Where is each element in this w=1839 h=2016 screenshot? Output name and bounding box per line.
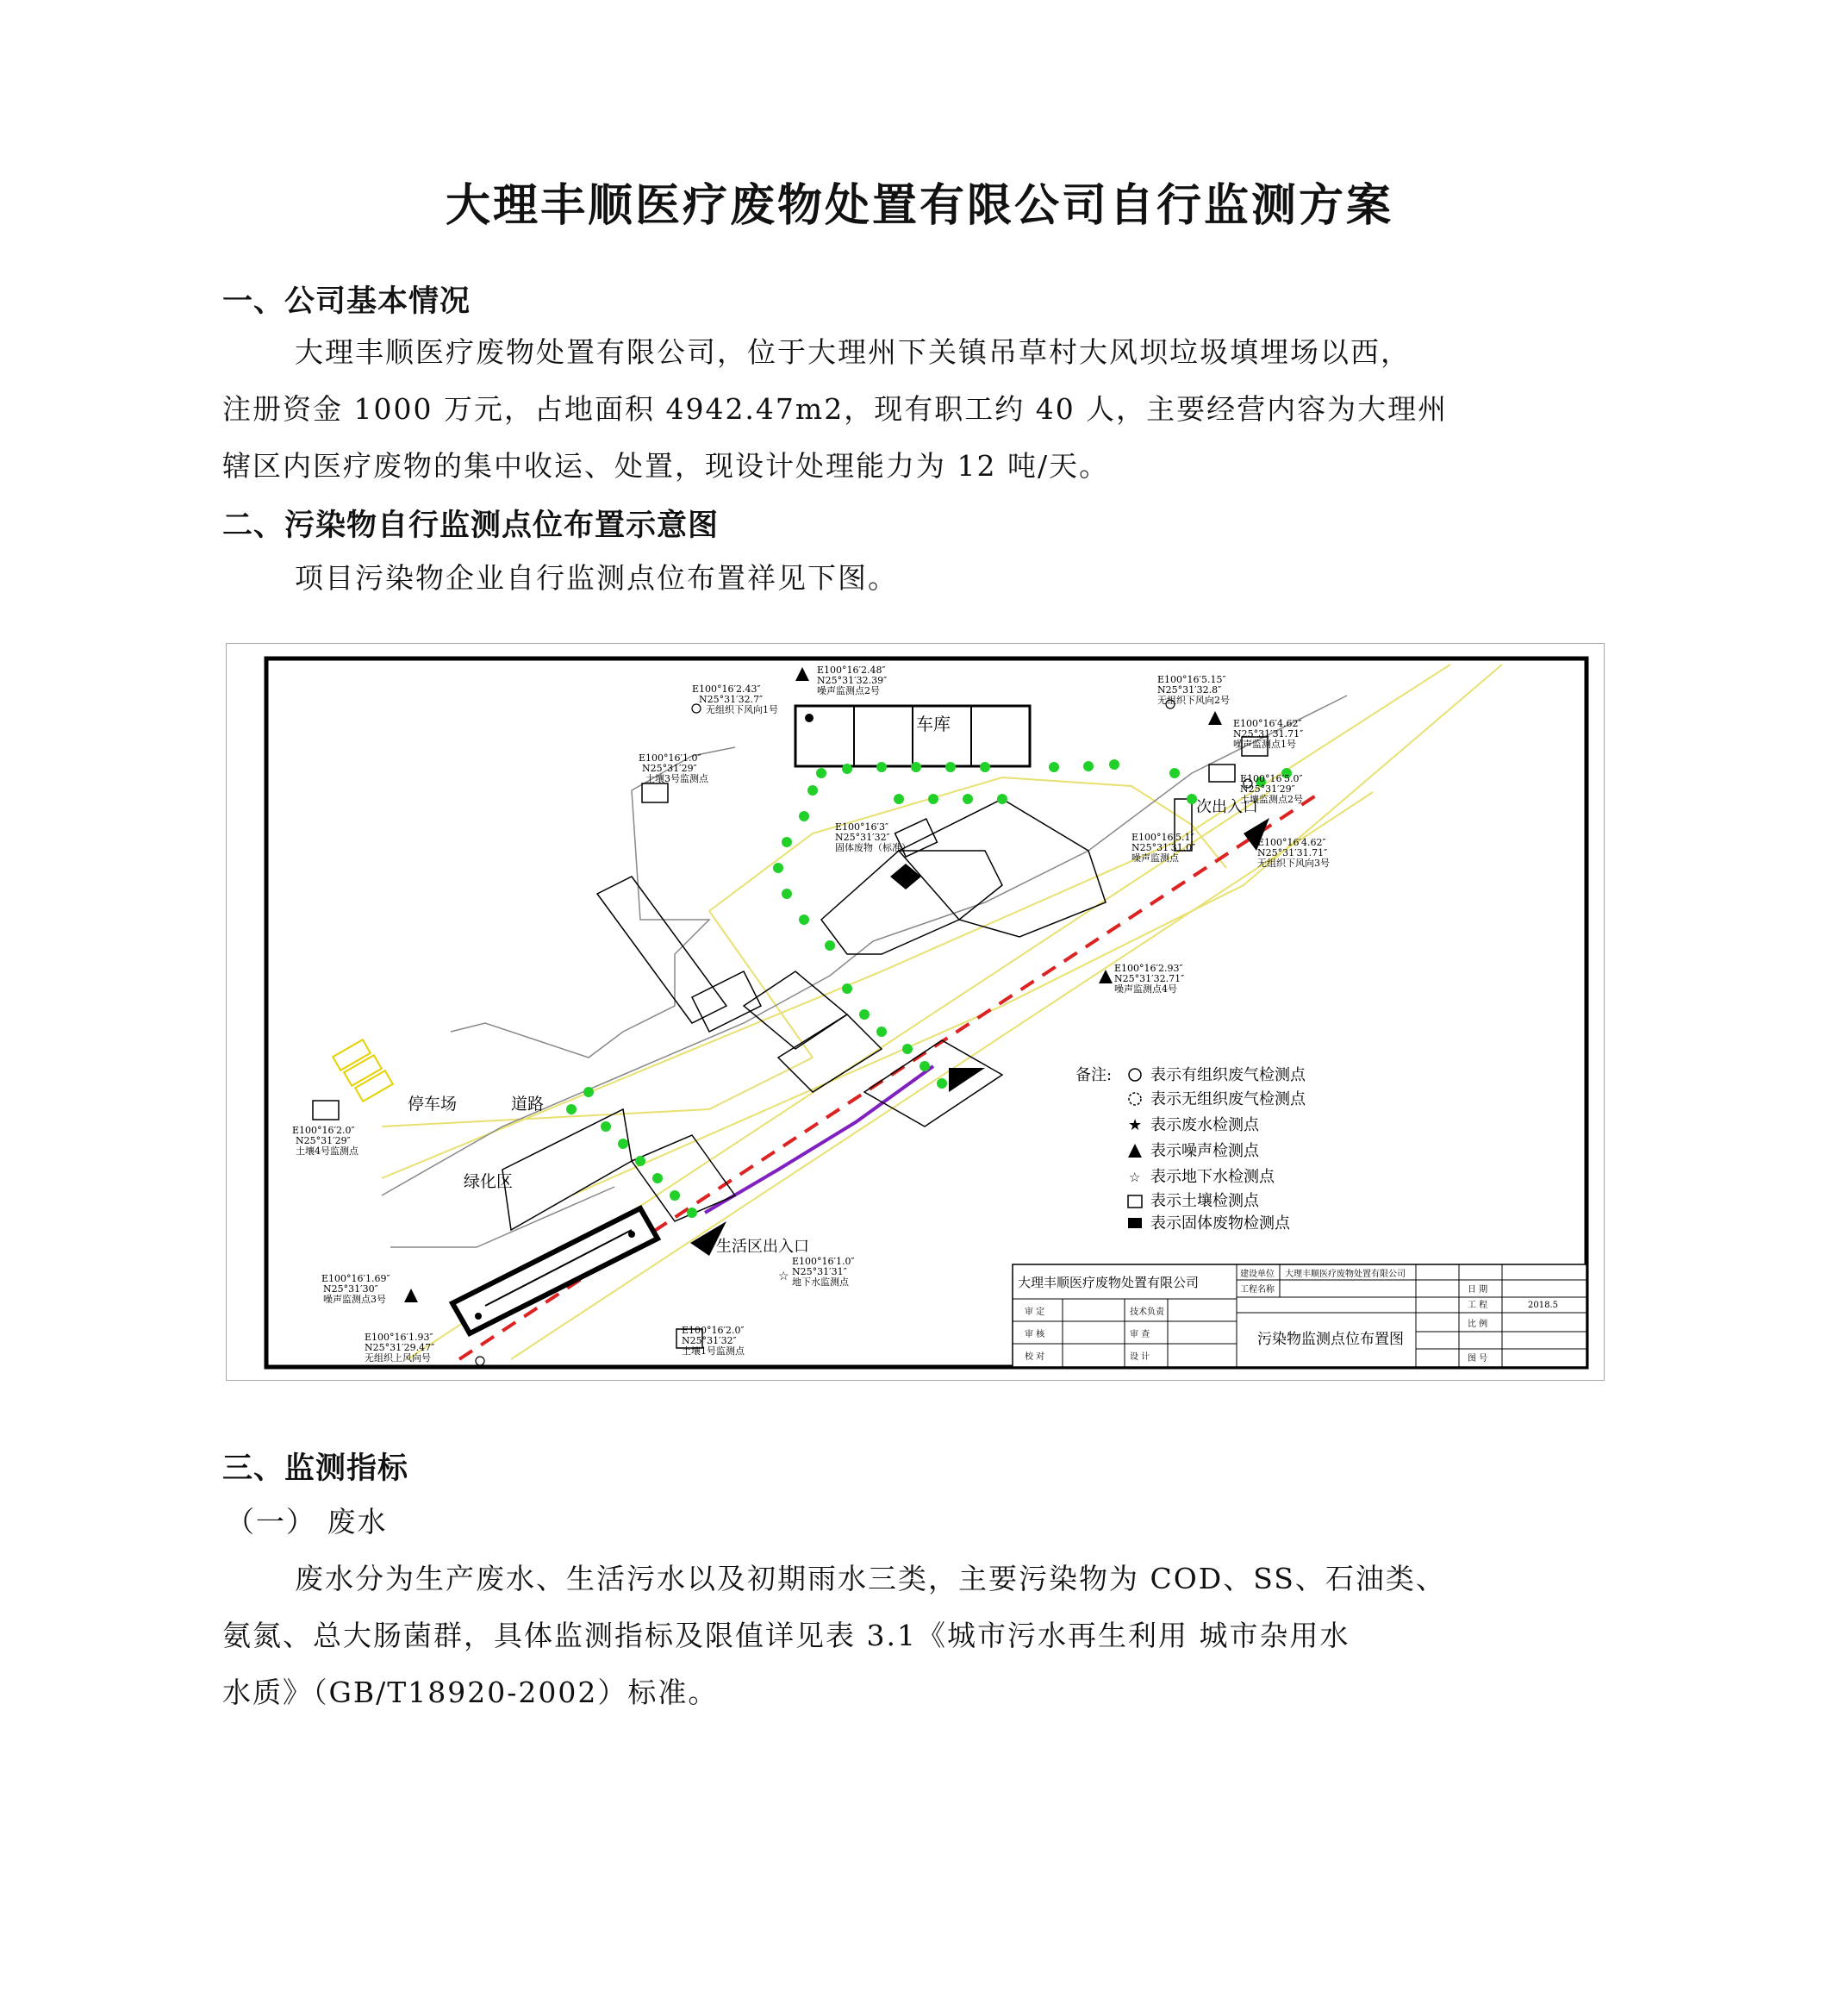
point-label: E100°16′5.15″ (1157, 674, 1226, 685)
garage-label: 车库 (916, 714, 951, 734)
solid-waste-point (890, 864, 921, 889)
site-plan-drawing (227, 644, 1604, 1380)
svg-text:技术负责: 技术负责 (1130, 1308, 1164, 1317)
point-label: E100°16′2.93″ (1114, 963, 1183, 974)
title-block-date: 2018.5 (1528, 1301, 1558, 1310)
road-label: 道路 (511, 1095, 545, 1114)
paragraph-line: 辖区内医疗废物的集中收运、处置，现设计处理能力为 12 吨/天。 (222, 449, 1110, 483)
svg-text:审 查: 审 查 (1130, 1330, 1150, 1339)
legend-cloud-icon (1129, 1093, 1141, 1105)
paragraph-line: 大理丰顺医疗废物处置有限公司，位于大理州下关镇吊草村大风坝垃圾填埋场以西， (295, 335, 1411, 369)
living-gate-label: 生活区出入口 (716, 1238, 809, 1256)
legend-item: 表示有组织废气检测点 (1150, 1066, 1306, 1084)
point-label: N25°31′31.71″ (1233, 728, 1304, 740)
legend-square-icon (1128, 1195, 1142, 1208)
soil-points (313, 737, 1268, 1348)
point-label: E100°16′2.48″ (817, 665, 886, 676)
legend-item: 表示地下水检测点 (1150, 1168, 1275, 1186)
legend-item: 表示废水检测点 (1150, 1116, 1259, 1134)
point-label: 土壤3号监测点 (645, 773, 708, 784)
point-label: 噪声监测点2号 (817, 685, 880, 696)
point-label: 无组织上风向号 (365, 1352, 431, 1364)
title-block (1013, 1264, 1587, 1367)
point-label: 噪声监测点3号 (323, 1294, 386, 1305)
point-label: N25°31′32.39″ (817, 675, 888, 686)
point-label: N25°31′31.71″ (1257, 847, 1328, 858)
legend-small-star-icon: ☆ (1129, 1170, 1141, 1185)
point-label: E100°16′2.43″ (692, 683, 761, 695)
point-label: E100°16′5.1″ (1131, 832, 1194, 843)
legend-star-icon: ★ (1128, 1116, 1143, 1134)
site-outline (382, 696, 1347, 1247)
point-label: E100°16′4.62″ (1257, 837, 1326, 848)
point-label: 噪声监测点 (1131, 852, 1179, 864)
paragraph-line: 项目污染物企业自行监测点位布置祥见下图。 (295, 561, 898, 595)
point-label: N25°31′32″ (835, 832, 890, 843)
point-label: N25°31′29″ (1240, 783, 1295, 795)
monitoring-point-layout-figure (226, 643, 1605, 1381)
point-label: E100°16′1.69″ (321, 1273, 390, 1284)
legend-item: 表示噪声检测点 (1150, 1142, 1259, 1160)
point-label: E100°16′1.93″ (365, 1332, 433, 1343)
point-label: N25°31′29″ (296, 1135, 351, 1146)
point-label: 噪声监测点1号 (1233, 739, 1296, 750)
legend (1075, 1066, 1306, 1233)
legend-item: 表示土壤检测点 (1150, 1192, 1259, 1210)
section-heading-layout-diagram: 二、污染物自行监测点位布置示意图 (222, 509, 720, 543)
point-label: N25°31′32.8″ (1157, 684, 1222, 696)
point-label: E100°16′1.0″ (792, 1256, 855, 1267)
paragraph-line: 氨氮、总大肠菌群，具体监测指标及限值详见表 3.1《城市污水再生利用 城市杂用水 (222, 1619, 1350, 1652)
point-label: E100°16′5.0″ (1240, 773, 1303, 784)
point-label: 固体废物（标准） (835, 842, 911, 853)
paragraph-line: 废水分为生产废水、生活污水以及初期雨水三类，主要污染物为 COD、SS、石油类、 (295, 1562, 1446, 1595)
svg-text:审 定: 审 定 (1025, 1308, 1045, 1317)
point-label: 土壤1号监测点 (682, 1345, 745, 1357)
groundwater-point: ☆ (778, 1270, 789, 1283)
point-label: N25°31′29″ (642, 763, 697, 774)
point-label: E100°16′2.0″ (682, 1325, 745, 1336)
point-label: N25°31′32.7″ (699, 694, 764, 705)
legend-item: 表示无组织废气检测点 (1150, 1090, 1306, 1108)
title-block-label: 工程名称 (1240, 1285, 1275, 1295)
legend-prefix: 备注: (1075, 1066, 1113, 1084)
svg-text:校 对: 校 对 (1025, 1352, 1045, 1362)
green-area-label: 绿化区 (464, 1172, 514, 1191)
point-label: 无组织下风向1号 (706, 704, 778, 715)
svg-text:审 核: 审 核 (1025, 1330, 1045, 1339)
title-block-value: 大理丰顺医疗废物处置有限公司 (1285, 1270, 1406, 1279)
point-label: 地下水监测点 (792, 1276, 849, 1288)
legend-circle-icon (1129, 1069, 1141, 1081)
title-block-company: 大理丰顺医疗废物处置有限公司 (1018, 1275, 1200, 1290)
point-label: E100°16′3″ (835, 821, 889, 833)
point-label: N25°31′30″ (323, 1283, 378, 1295)
secondary-gate-label: 次出入口 (1196, 798, 1258, 816)
point-label: E100°16′4.62″ (1233, 718, 1302, 729)
parking-label: 停车场 (408, 1095, 458, 1114)
title-block-drawing-title: 污染物监测点位布置图 (1257, 1331, 1404, 1348)
svg-text:日 期: 日 期 (1468, 1285, 1488, 1295)
point-label: 无组织下风向3号 (1257, 858, 1330, 869)
point-label: 土壤4号监测点 (296, 1145, 358, 1157)
legend-item: 表示固体废物检测点 (1150, 1214, 1290, 1233)
living-area-building (452, 1208, 658, 1333)
svg-text:比 例: 比 例 (1468, 1320, 1488, 1329)
section-heading-indicators: 三、监测指标 (222, 1451, 409, 1486)
paragraph-line: 水质》（GB/T18920-2002）标准。 (222, 1676, 719, 1709)
legend-triangle-icon (1128, 1144, 1142, 1158)
direction-arrow (949, 1068, 985, 1092)
point-label: 土壤监测点2号 (1240, 794, 1303, 805)
point-label: 噪声监测点4号 (1114, 983, 1177, 995)
point-label: N25°31′32″ (682, 1335, 737, 1346)
svg-text:图 号: 图 号 (1468, 1354, 1488, 1364)
point-label: 无组织下风向2号 (1157, 695, 1230, 706)
point-label: N25°31′29.47″ (365, 1342, 435, 1353)
svg-text:设 计: 设 计 (1130, 1352, 1150, 1362)
subsection-heading-wastewater: （一） 废水 (226, 1505, 388, 1539)
section-heading-company-info: 一、公司基本情况 (222, 284, 471, 319)
page-title: 大理丰顺医疗废物处置有限公司自行监测方案 (445, 180, 1393, 232)
point-label: N25°31′31″ (792, 1266, 847, 1277)
point-label: N25°31′31.0″ (1131, 842, 1196, 853)
garage-building (795, 706, 1030, 766)
title-block-label: 建设单位 (1240, 1270, 1275, 1279)
paragraph-line: 注册资金 1000 万元，占地面积 4942.47m2，现有职工约 40 人，主要经营内容为大理州 (222, 392, 1449, 426)
svg-text:工 程: 工 程 (1468, 1301, 1488, 1310)
parking-spaces (333, 1039, 393, 1102)
point-label: N25°31′32.71″ (1114, 973, 1185, 984)
legend-filled-square-icon (1128, 1218, 1142, 1228)
point-label: E100°16′1.0″ (639, 752, 701, 764)
point-label: E100°16′2.0″ (292, 1125, 355, 1136)
